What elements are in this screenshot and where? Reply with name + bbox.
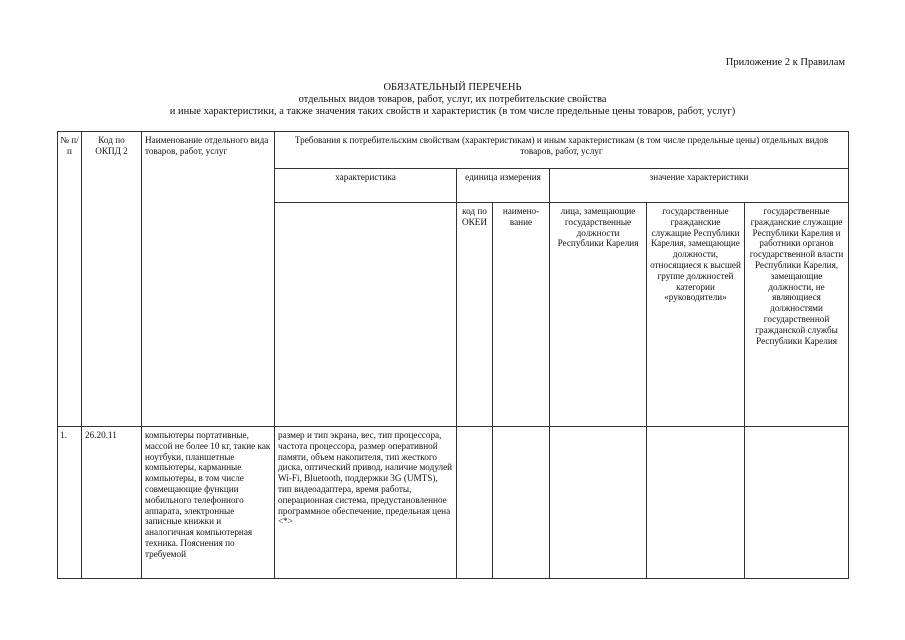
header-unit: единица измерения <box>457 169 550 203</box>
header-value: значение характеристики <box>550 169 849 203</box>
header-requirements: Требования к потребительским свойствам (характеристикам) и иным характеристикам (в том числе предельные цены) отдельных видов товаров, работ, услуг <box>275 132 849 169</box>
appendix-label: Приложение 2 к Правилам <box>725 57 845 68</box>
row-code: 26.20.11 <box>82 427 142 579</box>
row-value-officials <box>550 427 647 579</box>
row-unit-name <box>493 427 550 579</box>
table-row <box>58 427 849 579</box>
document-title <box>0 82 905 118</box>
header-group-officials: лица, замещающие государственные должности Республики Карелия <box>550 203 647 427</box>
row-name: компьютеры портативные, массой не более 10 кг, такие как ноутбуки, планшетные компьютеры, карманные компьютеры, в том числе совмещающие функции мобильного телефонного аппарата, электронные записные книжки и аналогичная компьютерная техника. Пояснения по требуемой <box>142 427 275 579</box>
row-characteristic: размер и тип экрана, вес, тип процессора, частота процессора, размер оперативной памяти, объем накопителя, тип жесткого диска, оптический привод, наличие модулей Wi-Fi, Bluetooth, поддержки 3G (UMTS), тип видеоадаптера, время работы, операционная система, предустановленное программное обеспечение, предельная цена <*> <box>275 427 457 579</box>
header-characteristic: характеристика <box>275 169 457 203</box>
title-line-3: и иные характеристики, а также значения таких свойств и характеристик (в том числе предельные цены товаров, работ, услуг) <box>169 106 736 117</box>
header-characteristic-blank <box>275 203 457 427</box>
header-group-civil-servants: государственные гражданские служащие Республики Карелия и работники органов государственной власти Республики Карелия, замещающие должности, не являющиеся должностями государственной гражданской службы Республики Карелия <box>745 203 849 427</box>
header-unit-code: код по ОКЕИ <box>457 203 493 427</box>
row-value-senior-civil-servants <box>647 427 745 579</box>
header-code: Код по ОКПД 2 <box>82 132 142 427</box>
header-name: Наименование отдельного вида товаров, работ, услуг <box>142 132 275 427</box>
title-line-2: отдельных видов товаров, работ, услуг, их потребительские свойства <box>298 94 607 105</box>
row-num: 1. <box>58 427 82 579</box>
header-group-senior-civil-servants: государственные гражданские служащие Республики Карелия, замещающие должности, относящиеся к высшей группе должностей категории «руководители» <box>647 203 745 427</box>
title-line-1: ОБЯЗАТЕЛЬНЫЙ ПЕРЕЧЕНЬ <box>383 82 522 93</box>
row-value-civil-servants <box>745 427 849 579</box>
header-num: № п/п <box>58 132 82 427</box>
row-unit-code <box>457 427 493 579</box>
header-unit-name: наимено-вание <box>493 203 550 427</box>
requirements-table <box>57 131 849 579</box>
